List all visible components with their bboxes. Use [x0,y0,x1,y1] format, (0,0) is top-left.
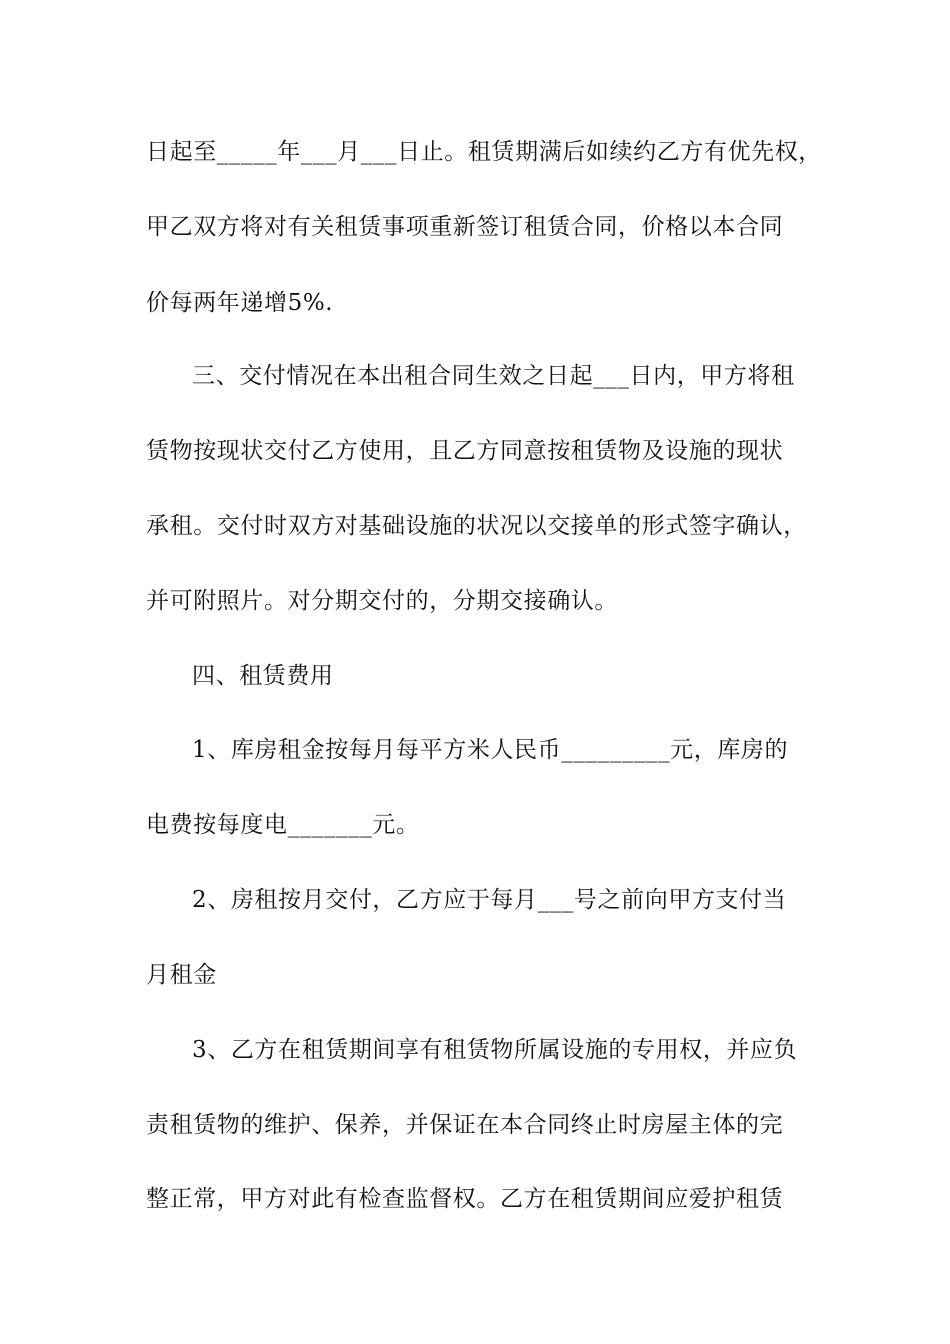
text-line: 日起至_____年___月___日止。租赁期满后如续约乙方有优先权， [146,139,822,165]
clause-1: 1、库房租金按每月每平方米人民币_________元，库房的 [192,737,789,763]
section-heading-rental-fee: 四、租赁费用 [192,663,334,689]
text-line: 电费按每度电_______元。 [146,812,420,838]
text-line: 责租赁物的维护、保养，并保证在本合同终止时房屋主体的完 [146,1112,784,1138]
text-line: 并可附照片。对分期交付的，分期交接确认。 [146,588,618,614]
section-heading-delivery: 三、交付情况在本出租合同生效之日起___日内，甲方将租 [192,363,795,389]
text-line: 整正常，甲方对此有检查监督权。乙方在租赁期间应爱护租赁 [146,1186,784,1212]
text-line: 月租金 [146,962,217,988]
text-line: 价每两年递增5%. [146,290,334,316]
clause-2: 2、房租按月交付，乙方应于每月___号之前向甲方支付当 [192,887,787,913]
text-line: 赁物按现状交付乙方使用，且乙方同意按租赁物及设施的现状 [146,438,784,464]
clause-3: 3、乙方在租赁期间享有租赁物所属设施的专用权，并应负 [192,1037,798,1063]
text-line: 甲乙双方将对有关租赁事项重新签订租赁合同，价格以本合同 [146,214,784,240]
text-line: 承租。交付时双方对基础设施的状况以交接单的形式签字确认， [146,513,807,539]
